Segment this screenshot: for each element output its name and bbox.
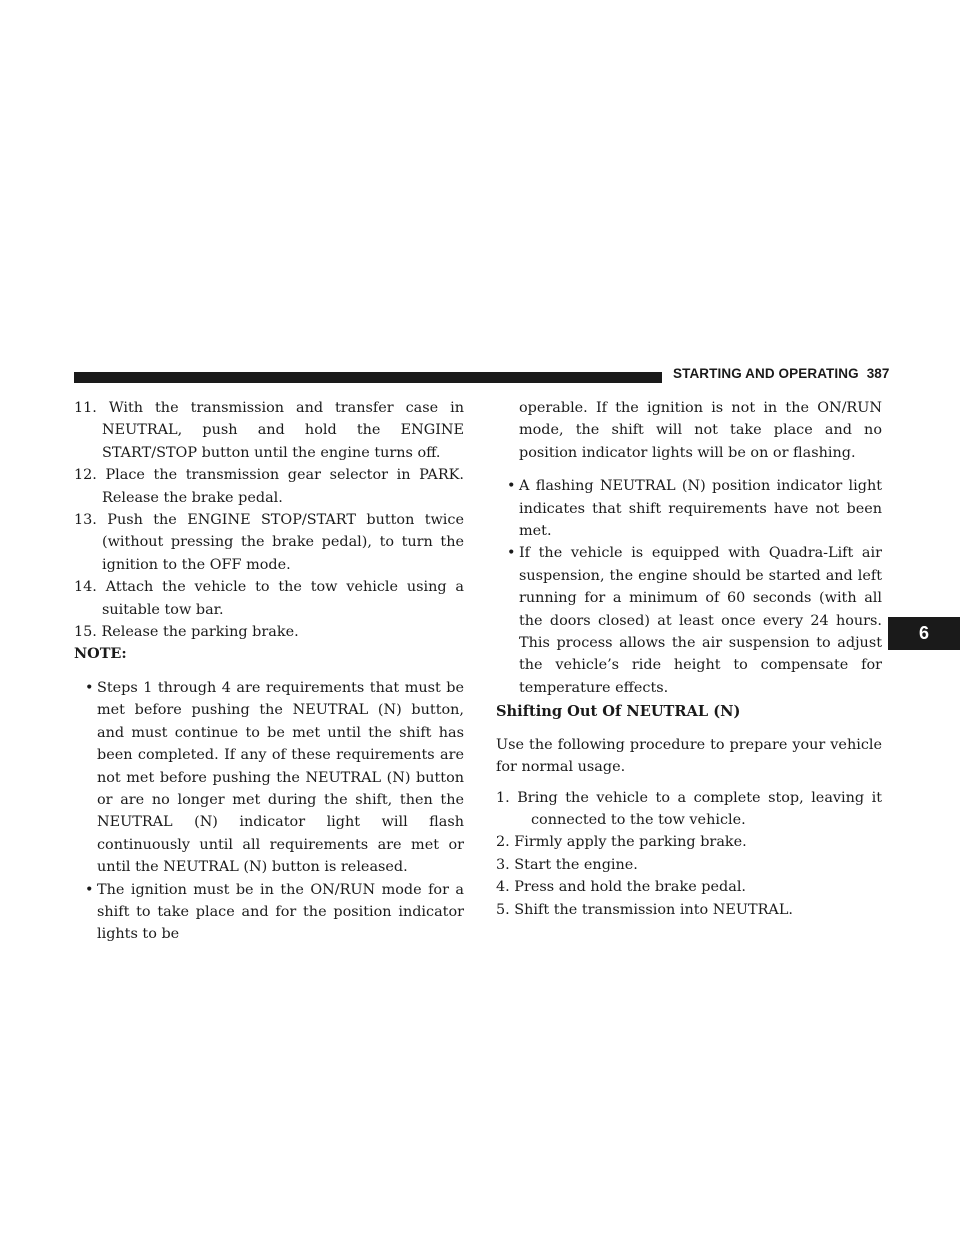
bullet-icon: •	[85, 881, 94, 898]
bullet-text: If the vehicle is equipped with Quadra-Lift air suspension, the engine should be started and left running for a minimum of 60 seconds (with all the doors closed) at least once every 24 hours. This process allows the air suspension to adjust the vehicle’s ride height to compensate for temperature effects.	[519, 545, 882, 696]
step-11: 11. With the transmission and transfer case in NEUTRAL, push and hold the ENGINE START/STOP button until the engine turns off.	[74, 400, 464, 461]
running-header	[673, 366, 890, 381]
bullet-text: Steps 1 through 4 are requirements that must be met before pushing the NEUTRAL (N) button, and must continue to be met until the shift has been completed. If any of these requirements are not met before pushing the NEUTRAL (N) button or are no longer met during the shift, then the NEUTRAL (N) indicator light will flash continuously until all requirements are met or until the NEUTRAL (N) button is released.	[97, 679, 464, 876]
intro-paragraph: Use the following procedure to prepare your vehicle for normal usage.	[496, 736, 882, 776]
note-label: NOTE:	[74, 645, 127, 663]
note-bullet-1	[74, 677, 464, 879]
left-column	[74, 397, 464, 946]
bullet-text: The ignition must be in the ON/RUN mode for a shift to take place and for the position indicator lights to be	[97, 881, 464, 943]
bullet-icon: •	[507, 478, 516, 495]
step-12: 12. Place the transmission gear selector in PARK. Release the brake pedal.	[74, 467, 464, 506]
right-column	[496, 397, 882, 921]
bullet-icon: •	[85, 679, 94, 696]
step-5: 5. Shift the transmission into NEUTRAL.	[496, 901, 793, 918]
note-bullet-3	[496, 475, 882, 542]
section-heading: Shifting Out Of NEUTRAL (N)	[496, 703, 741, 721]
note-bullet-2	[74, 879, 464, 946]
step-2: 2. Firmly apply the parking brake.	[496, 834, 747, 851]
header-rule	[74, 372, 662, 383]
section-title: STARTING AND OPERATING	[673, 366, 859, 381]
step-4: 4. Press and hold the brake pedal.	[496, 879, 747, 896]
step-1: 1. Bring the vehicle to a complete stop, leaving it connected to the tow vehicle.	[496, 789, 882, 828]
bullet-icon: •	[507, 545, 516, 562]
note-bullet-4	[496, 542, 882, 699]
step-3: 3. Start the engine.	[496, 856, 638, 873]
step-14: 14. Attach the vehicle to the tow vehicle using a suitable tow bar.	[74, 579, 464, 618]
page-number: 387	[866, 366, 890, 381]
bullet-text: A flashing NEUTRAL (N) position indicator light indicates that shift requirements have not been met.	[519, 478, 882, 540]
step-15: 15. Release the parking brake.	[74, 624, 299, 641]
chapter-tab: 6	[888, 617, 960, 650]
step-13: 13. Push the ENGINE STOP/START button twice (without pressing the brake pedal), to turn the ignition to the OFF mode.	[74, 512, 464, 573]
bullet-continuation: operable. If the ignition is not in the ON/RUN mode, the shift will not take place and no position indicator lights will be on or flashing.	[519, 400, 882, 461]
